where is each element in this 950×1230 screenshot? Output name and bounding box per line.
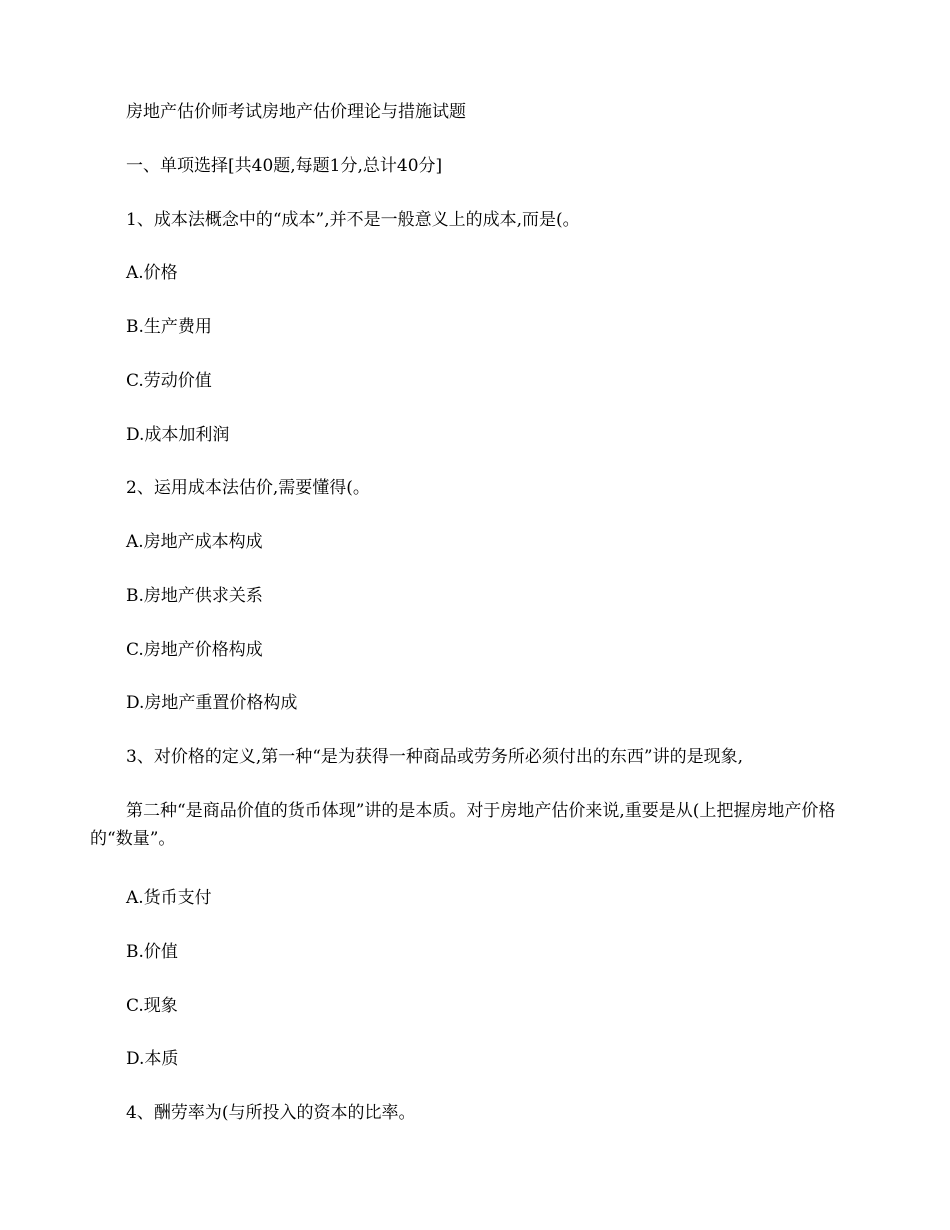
question-3-option-c: C.现象 — [126, 996, 178, 1016]
question-1-option-d: D.成本加利润 — [126, 425, 230, 445]
question-3-stem-line1: 3、对价格的定义,第一种“是为获得一种商品或劳务所必须付出的东西”讲的是现象, — [126, 747, 744, 767]
question-3-option-a: A.货币支付 — [126, 888, 212, 908]
question-3-stem-line2: 第二种“是商品价值的货币体现”讲的是本质。对于房地产估价来说,重要是从(上把握房地产价格的“数量”。 — [90, 801, 836, 849]
question-2-option-a: A.房地产成本构成 — [126, 532, 263, 552]
document-title: 房地产估价师考试房地产估价理论与措施试题 — [126, 102, 466, 122]
question-3-option-b: B.价值 — [126, 942, 178, 962]
question-1-option-b: B.生产费用 — [126, 317, 212, 337]
question-1-option-a: A.价格 — [126, 263, 178, 283]
question-2-stem: 2、运用成本法估价,需要懂得(。 — [126, 478, 370, 498]
question-2-option-d: D.房地产重置价格构成 — [126, 693, 298, 713]
question-4-stem: 4、酬劳率为(与所投入的资本的比率。 — [126, 1103, 416, 1123]
section-heading: 一、单项选择[共40题,每题1分,总计40分] — [126, 156, 443, 176]
question-3-option-d: D.本质 — [126, 1049, 179, 1069]
question-2-option-c: C.房地产价格构成 — [126, 640, 263, 660]
question-1-stem: 1、成本法概念中的“成本”,并不是一般意义上的成本,而是(。 — [126, 210, 580, 230]
question-1-option-c: C.劳动价值 — [126, 371, 212, 391]
question-2-option-b: B.房地产供求关系 — [126, 586, 263, 606]
